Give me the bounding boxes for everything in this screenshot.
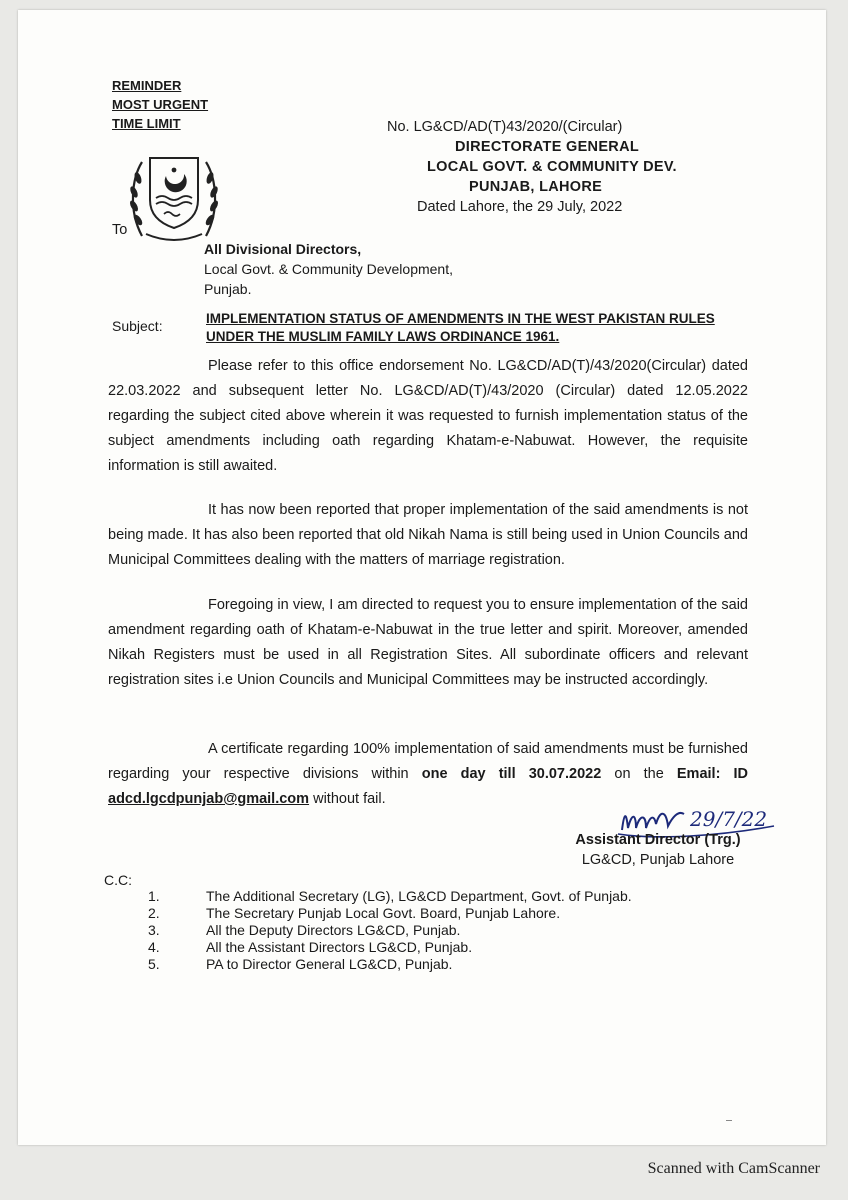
cc-item-text: The Additional Secretary (LG), LG&CD Department, Govt. of Punjab.	[206, 888, 632, 904]
email-label: Email: ID	[676, 766, 749, 782]
subject-label: Subject:	[112, 318, 163, 334]
to-label: To	[112, 222, 128, 238]
addressee-block	[204, 239, 453, 299]
cc-list	[148, 888, 632, 973]
cc-item-number: 5.	[148, 956, 160, 972]
cc-item-number: 1.	[148, 888, 160, 904]
signature-date: 29/7/22	[690, 807, 768, 831]
reference-number: No. LG&CD/AD(T)43/2020/(Circular)	[387, 119, 623, 135]
cc-item-number: 4.	[148, 939, 160, 955]
designation-office: LG&CD, Punjab Lahore	[581, 852, 735, 868]
flag-time-limit: TIME LIMIT	[112, 116, 181, 131]
paragraph-4-part1: A certificate regarding 100% implementation of said amendments must be furnished regarding your respective divisions within	[108, 741, 748, 782]
flag-reminder: REMINDER	[112, 78, 182, 93]
paragraph-2	[108, 498, 748, 573]
punjab-emblem-icon	[120, 148, 228, 246]
cc-item-text: All the Assistant Directors LG&CD, Punjab.	[206, 939, 473, 955]
designation-title: Assistant Director (Trg.)	[575, 832, 741, 848]
office-line-2: LOCAL GOVT. & COMMUNITY DEV.	[427, 159, 677, 175]
cc-item-number: 2.	[148, 905, 160, 921]
cc-item-text: The Secretary Punjab Local Govt. Board, Punjab Lahore.	[206, 905, 561, 921]
designation-block	[568, 830, 748, 870]
paragraph-4-part2: on the	[614, 766, 664, 782]
cc-item-number: 3.	[148, 922, 160, 938]
paragraph-2-text: It has now been reported that proper implementation of the said amendments is not being made. It has also been reported that old Nikah Nama is still being used in Union Councils and Municipal Committees dealing with the matters of marriage registration.	[108, 502, 748, 568]
office-line-1: DIRECTORATE GENERAL	[455, 139, 640, 155]
cc-item	[148, 939, 632, 956]
addressee-line-1: All Divisional Directors,	[204, 241, 362, 257]
addressee-line-2: Local Govt. & Community Development,	[204, 261, 453, 277]
priority-flags	[112, 76, 208, 133]
paragraph-4-part3: without fail.	[313, 791, 386, 807]
dated-line: Dated Lahore, the 29 July, 2022	[417, 199, 623, 215]
cc-item	[148, 922, 632, 939]
cc-item-text: PA to Director General LG&CD, Punjab.	[206, 956, 453, 972]
scan-mark	[726, 1120, 732, 1121]
paragraph-1	[108, 354, 748, 479]
cc-item	[148, 905, 632, 922]
subject-text: IMPLEMENTATION STATUS OF AMENDMENTS IN THE WEST PAKISTAN RULES UNDER THE MUSLIM FAMILY LAWS ORDINANCE 1961.	[206, 311, 715, 344]
office-line-3: PUNJAB, LAHORE	[469, 179, 603, 195]
reference-block	[387, 117, 677, 217]
paragraph-3-text: Foregoing in view, I am directed to request you to ensure implementation of the said amendment regarding oath of Khatam-e-Nabuwat in the true letter and spirit. Moreover, amended Nikah Registers must be used in all Registration Sites. All subordinate officers and relevant registration sites i.e Union Councils and Municipal Committees may be instructed accordingly.	[108, 597, 748, 688]
flag-most-urgent: MOST URGENT	[112, 97, 209, 112]
addressee-line-3: Punjab.	[204, 281, 252, 297]
cc-item	[148, 956, 632, 973]
cc-item	[148, 888, 632, 905]
deadline-text: one day till 30.07.2022	[421, 766, 602, 782]
scanner-watermark: Scanned with CamScanner	[647, 1160, 820, 1177]
paragraph-1-text: Please refer to this office endorsement No. LG&CD/AD(T)/43/2020(Circular) dated 22.03.2022 and subsequent letter No. LG&CD/AD(T)/43/2020 (Circular) dated 12.05.2022 regarding the subject cited above wherein it was requested to furnish implementation status of the subject amendments including oath regarding Khatam-e-Nabuwat. However, the requisite information is still awaited.	[108, 358, 748, 474]
email-link[interactable]: adcd.lgcdpunjab@gmail.com	[108, 791, 310, 807]
paragraph-3	[108, 593, 748, 693]
cc-label: C.C:	[104, 872, 132, 888]
cc-item-text: All the Deputy Directors LG&CD, Punjab.	[206, 922, 461, 938]
